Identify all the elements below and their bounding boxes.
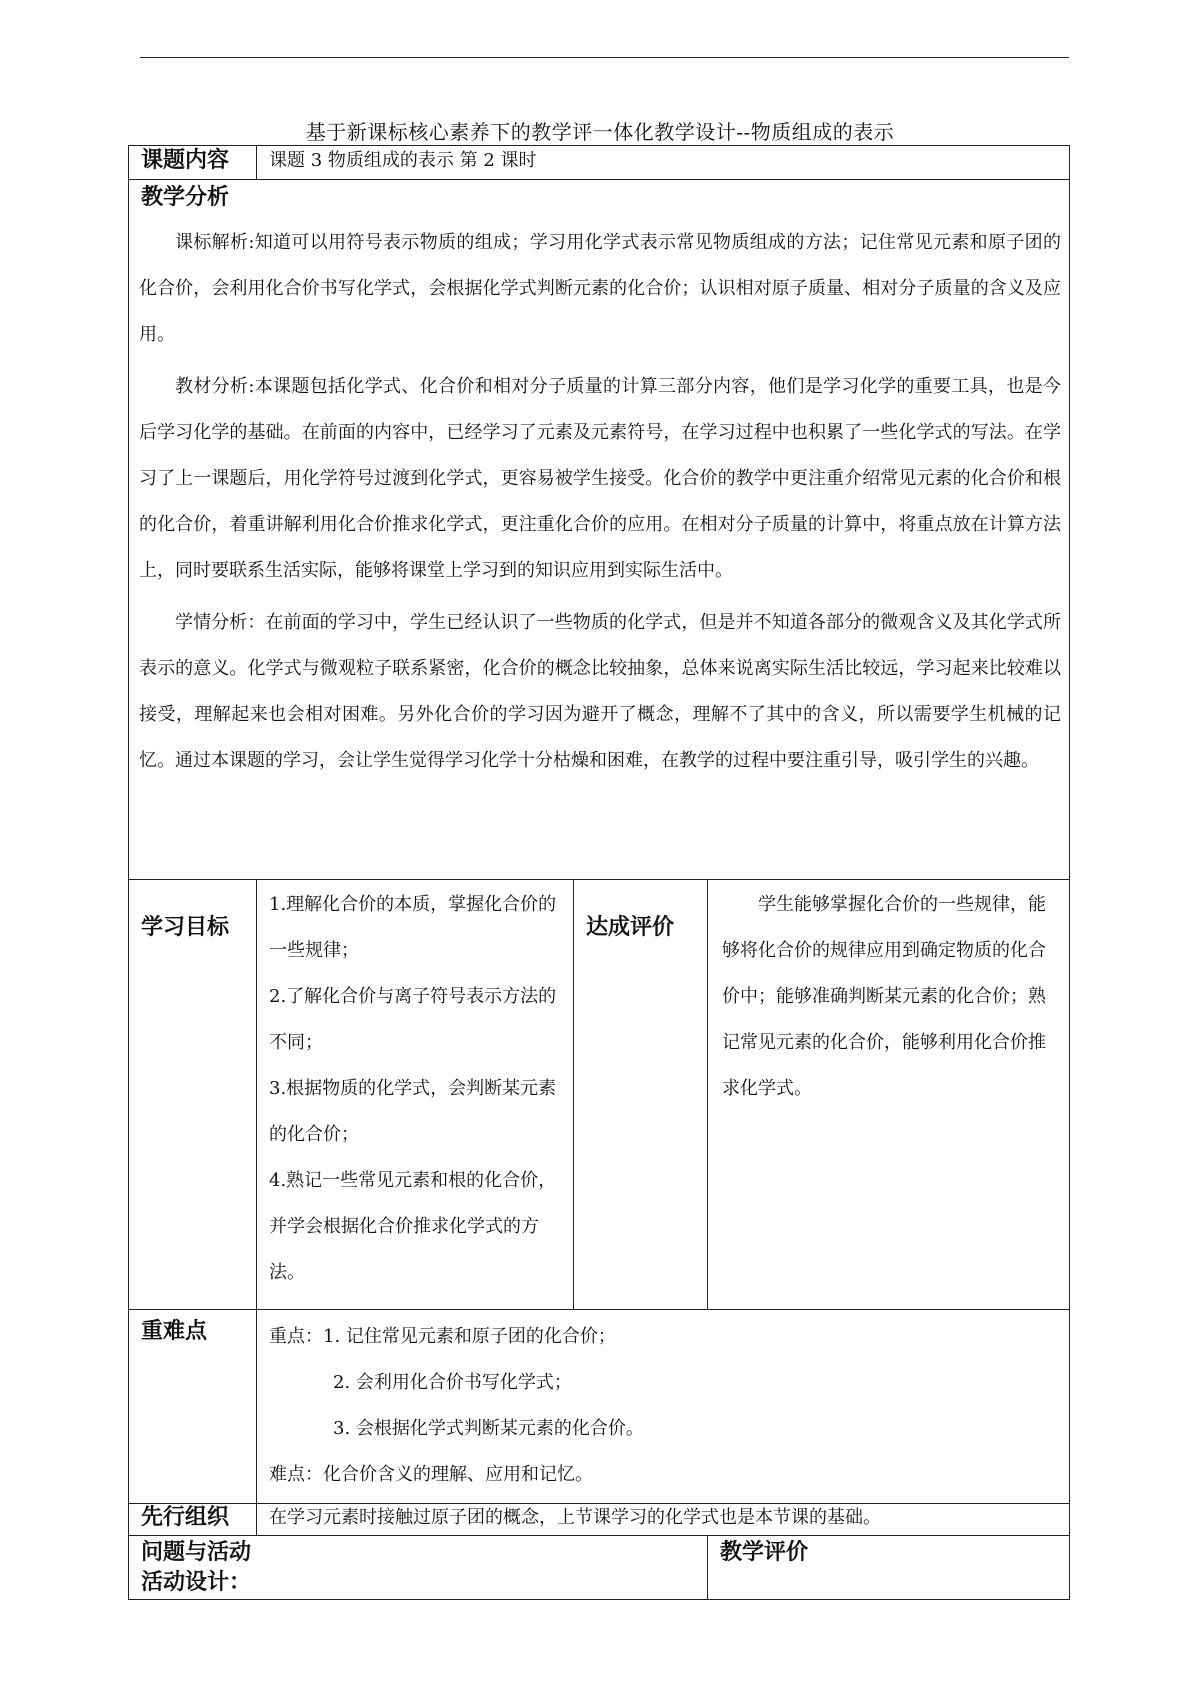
topic-label: 课题内容 [129,146,257,180]
key-prefix: 重点： [269,1326,323,1347]
row-topic [129,146,1070,180]
key-point-line [269,1360,1069,1406]
key-point-line [269,1406,1069,1452]
key-item: 3. 会根据化学式判断某元素的化合价。 [333,1418,644,1439]
objective-item: 2.了解化合价与离子符号表示方法的不同； [269,986,557,1053]
row-analysis [129,180,1070,880]
evaluation-cell [708,880,1070,1310]
analysis-paragraph-learners: 学情分析：在前面的学习中，学生已经认识了一些物质的化学式，但是并不知道各部分的微观含义及其化学式所表示的意义。化学式与微观粒子联系紧密，化合价的概念比较抽象，总体来说离实际生活比较远，学习起来比较难以接受，理解起来也会相对困难。另外化合价的学习因为避开了概念，理解不了其中的含义，所以需要学生机械的记忆。通过本课题的学习，会让学生觉得学习化学十分枯燥和困难，在教学的过程中要注重引导，吸引学生的兴趣。 [139,612,1062,771]
analysis-paragraph-textbook: 教材分析:本课题包括化学式、化合价和相对分子质量的计算三部分内容，他们是学习化学的重要工具，也是今后学习化学的基础。在前面的内容中，已经学习了元素及元素符号，在学习过程中也积累了一些化学式的写法。在学习了上一课题后，用化学符号过渡到化学式，更容易被学生接受。化合价的教学中更注重介绍常见元素的化合价和根的化合价，着重讲解利用化合价推求化学式，更注重化合价的应用。在相对分子质量的计算中，将重点放在计算方法上，同时要联系生活实际，能够将课堂上学习到的知识应用到实际生活中。 [139,376,1062,581]
analysis-heading: 教学分析 [141,185,230,210]
key-points-label: 重难点 [129,1310,257,1504]
doc-title: 基于新课标核心素养下的教学评一体化教学设计--物质组成的表示 [305,120,895,144]
analysis-cell [129,180,1070,880]
prior-text: 在学习元素时接触过原子团的概念，上节课学习的化学式也是本节课的基础。 [257,1504,1070,1536]
difficulty-line: 难点：化合价含义的理解、应用和记忆。 [269,1464,593,1485]
row-prior [129,1504,1070,1536]
row-activities [129,1536,1070,1600]
teaching-eval-label: 教学评价 [708,1536,1070,1600]
activities-cell [129,1536,708,1600]
objectives-cell [257,880,574,1310]
analysis-paragraph-standards: 课标解析:知道可以用符号表示物质的组成；学习用化学式表示常见物质组成的方法；记住常见元素和原子团的化合价，会利用化合价书写化学式，会根据化学式判断元素的化合价；认识相对原子质量、相对分子质量的含义及应用。 [139,232,1062,345]
objective-item: 3.根据物质的化学式，会判断某元素的化合价； [269,1078,557,1145]
prior-label: 先行组织 [129,1504,257,1536]
objective-item: 4.熟记一些常见元素和根的化合价，并学会根据化合价推求化学式的方法。 [269,1170,557,1283]
objective-item: 1.理解化合价的本质，掌握化合价的一些规律； [269,894,557,961]
header-rule [140,57,1069,58]
activities-label-line2: 活动设计： [141,1570,252,1595]
key-points-cell [257,1310,1070,1504]
key-point-line [269,1314,1069,1360]
lesson-plan-table [128,145,1070,1600]
evaluation-label: 达成评价 [574,880,708,1310]
key-item: 1. 记住常见元素和原子团的化合价； [323,1326,616,1347]
row-key-points [129,1310,1070,1504]
activities-label-line1: 问题与活动 [141,1540,252,1565]
objectives-label: 学习目标 [129,880,257,1310]
key-item: 2. 会利用化合价书写化学式； [333,1372,572,1393]
topic-value: 课题 3 物质组成的表示 第 2 课时 [257,146,1070,180]
evaluation-text: 学生能够掌握化合价的一些规律，能够将化合价的规律应用到确定物质的化合价中；能够准确判断某元素的化合价；熟记常见元素的化合价，能够利用化合价推求化学式。 [722,894,1046,1099]
row-objectives [129,880,1070,1310]
